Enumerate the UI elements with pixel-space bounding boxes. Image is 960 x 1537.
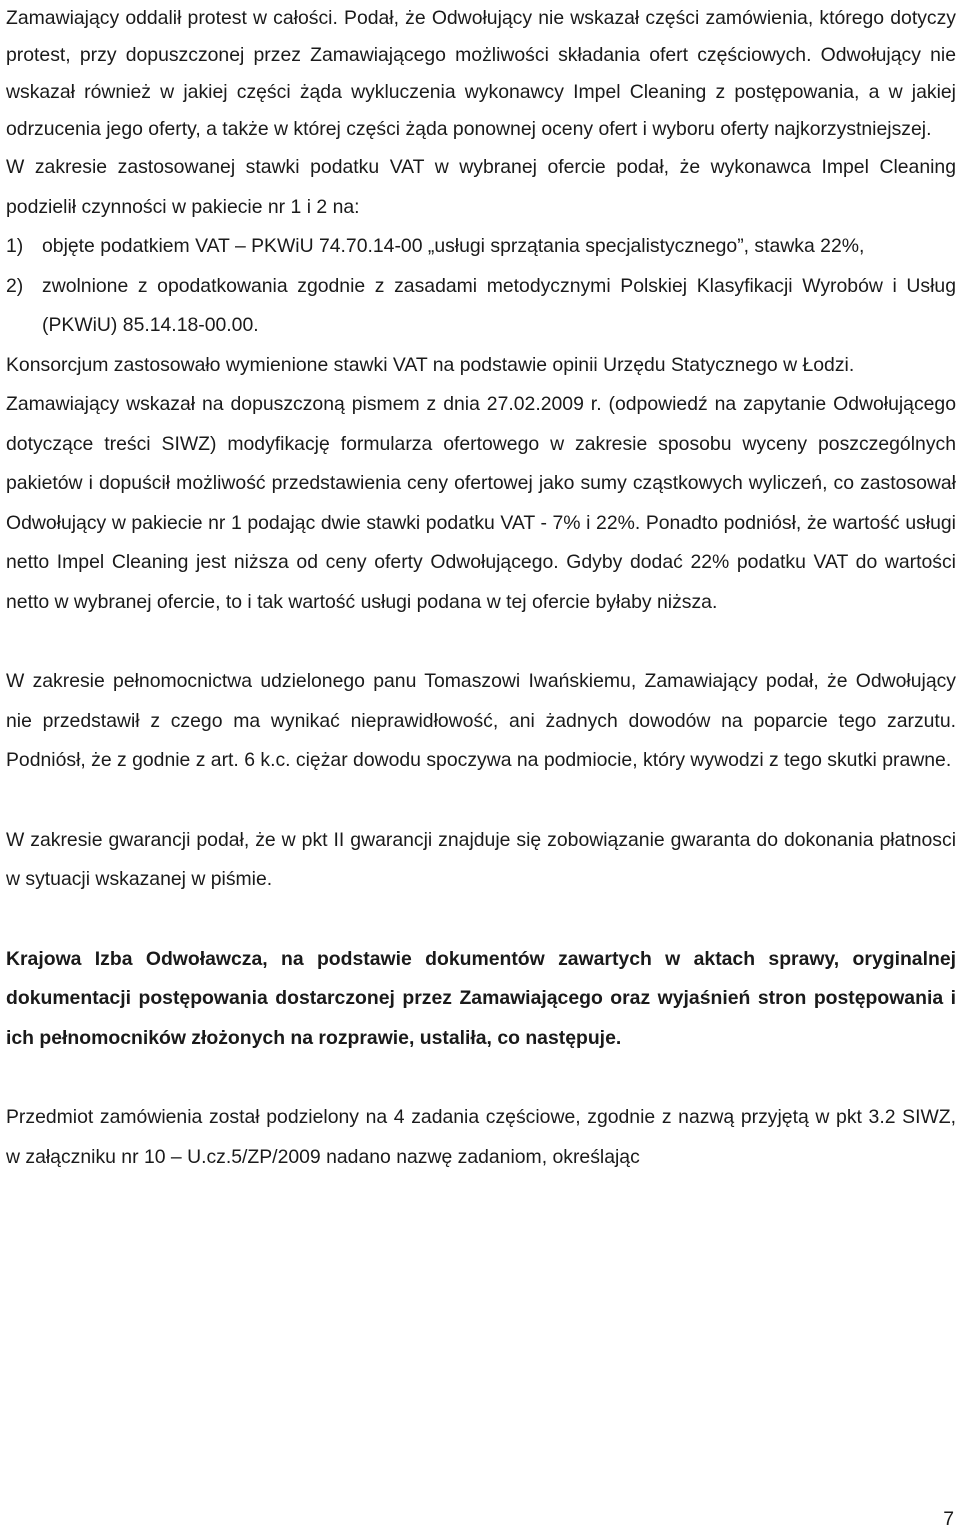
paragraph-kio-findings: Krajowa Izba Odwoławcza, na podstawie dokumentów zawartych w aktach sprawy, oryginalnej dokumentacji postępowania dostarczonej przez Zamawiającego oraz wyjaśnień stron postępowania i ich pełnomocników złożonych na rozprawie, ustaliła, co następuje. — [6, 947, 956, 1049]
paragraph-gap — [6, 781, 956, 821]
paragraph-konsorcjum: Konsorcjum zastosowało wymienione stawki VAT na podstawie opinii Urzędu Statycznego w Łodzi. — [6, 353, 855, 376]
paragraph-zamawiajacy-wskazal: Zamawiający wskazał na dopuszczoną pismem z dnia 27.02.2009 r. (odpowiedź na zapytanie Odwołującego dotyczące treści SIWZ) modyfikację formularza ofertowego w zakresie sposobu wyceny poszczególnych pakietów i dopuścił możliwość przedstawienia ceny ofertowej jako sumy cząstkowych wyliczeń, co zastosował Odwołujący w pakiecie nr 1 podając dwie stawki podatku VAT - 7% i 22%. Ponadto podniósł, że wartość usługi netto Impel Cleaning jest niższa od ceny oferty Odwołującego. Gdyby dodać 22% podatku VAT do wartości netto w wybranej ofercie, to i tak wartość usługi podana w tej ofercie byłaby niższa. — [6, 393, 956, 613]
list-item — [6, 227, 956, 267]
paragraph-przedmiot: Przedmiot zamówienia został podzielony na 4 zadania częściowe, zgodnie z nazwą przyjętą w pkt 3.2 SIWZ, w załączniku nr 10 – U.cz.5/ZP/2009 nadano nazwę zadaniom, określając — [6, 1106, 956, 1168]
list-number: 1) — [6, 235, 24, 257]
document-page — [6, 0, 956, 1177]
paragraph-gap — [6, 622, 956, 662]
list-text: zwolnione z opodatkowania zgodnie z zasadami metodycznymi Polskiej Klasyfikacji Wyrobów i Usług (PKWiU) 85.14.18-00.00. — [42, 274, 956, 336]
paragraph-gap — [6, 1058, 956, 1098]
paragraph-protest: Zamawiający oddalił protest w całości. Podał, że Odwołujący nie wskazał części zamówienia, którego dotyczy protest, przy dopuszczonej przez Zamawiającego możliwości składania ofert częściowych. Odwołujący nie wskazał również w jakiej części żąda wykluczenia wykonawcy Impel Cleaning z postępowania, a w jakiej odrzucenia jego oferty, a także w której części żąda ponownej oceny ofert i wyboru oferty najkorzystniejszej. — [6, 7, 956, 140]
list-item — [6, 267, 956, 346]
paragraph-gap — [6, 900, 956, 940]
paragraph-gwarancja: W zakresie gwarancji podał, że w pkt II gwarancji znajduje się zobowiązanie gwaranta do dokonania płatnosci w sytuacji wskazanej w piśmie. — [6, 828, 956, 890]
page-number: 7 — [943, 1508, 954, 1530]
paragraph-vat-intro: W zakresie zastosowanej stawki podatku VAT w wybranej ofercie podał, że wykonawca Impel Cleaning podzielił czynności w pakiecie nr 1 i 2 na: — [6, 156, 956, 218]
paragraph-pelnomocnictwo: W zakresie pełnomocnictwa udzielonego panu Tomaszowi Iwańskiemu, Zamawiający podał, że Odwołujący nie przedstawił z czego ma wynikać nieprawidłowość, ani żadnych dowodów na poparcie tego zarzutu. Podniósł, że z godnie z art. 6 k.c. ciężar dowodu spoczywa na podmiocie, który wywodzi z tego skutki prawne. — [6, 670, 956, 771]
list-number: 2) — [6, 274, 24, 297]
list-text: objęte podatkiem VAT – PKWiU 74.70.14-00 „usługi sprzątania specjalistycznego”, stawka 22%, — [42, 235, 865, 257]
